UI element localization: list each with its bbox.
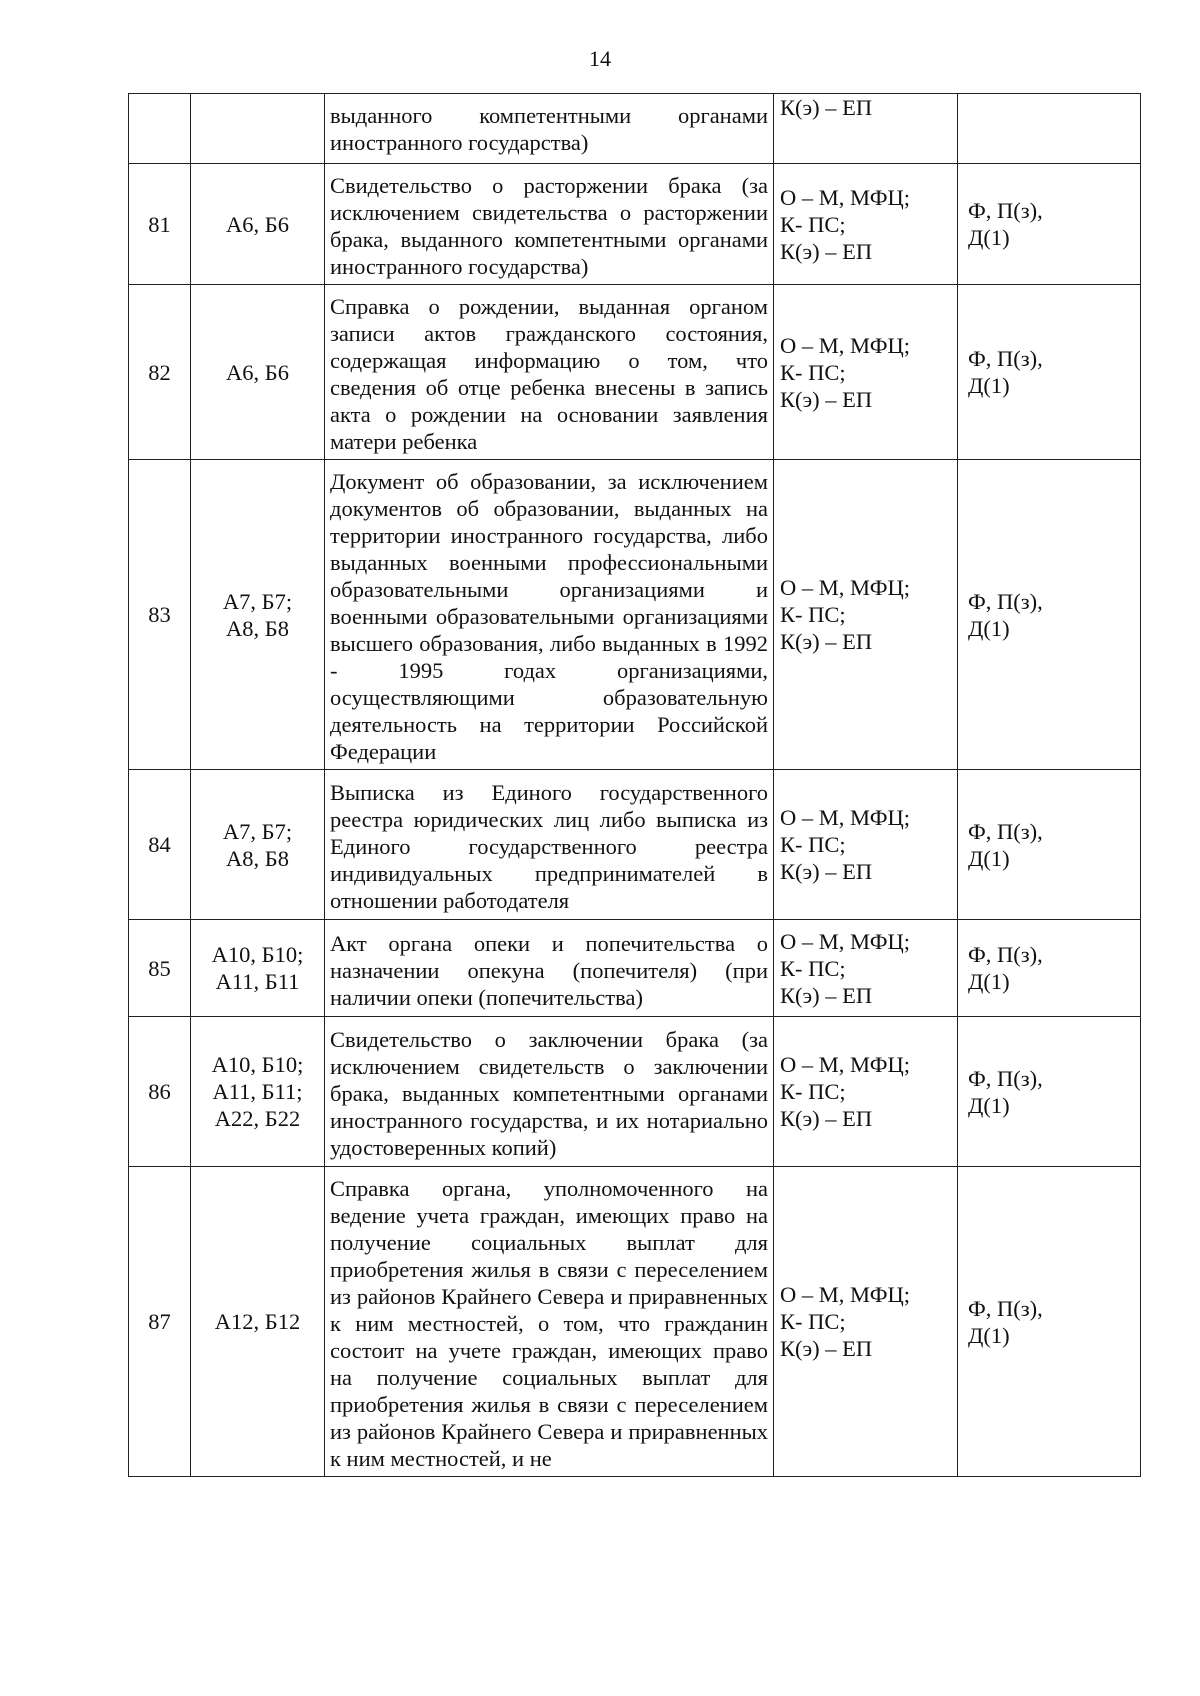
row-applicants	[958, 1017, 1141, 1167]
row-codes	[191, 164, 325, 285]
code-line: А12, Б12	[214, 1309, 301, 1334]
code-line: А10, Б10;	[211, 942, 304, 967]
row-description: выданного компетентными органами иностранного государства)	[325, 94, 774, 164]
documents-table	[128, 93, 1141, 1477]
row-description: Свидетельство о заключении брака (за исключением свидетельств о заключении брака, выданных компетентными органами иностранного государства, и их нотариально удостоверенных копий)	[325, 1017, 774, 1167]
submission-method-line: К- ПС;	[780, 1309, 846, 1334]
row-number: 81	[129, 164, 191, 285]
submission-method-line: К- ПС;	[780, 1079, 846, 1104]
table-row	[129, 460, 1141, 770]
row-number: 85	[129, 920, 191, 1017]
submission-method-line: К- ПС;	[780, 359, 846, 385]
row-description: Справка органа, уполномоченного на ведение учета граждан, имеющих право на получение социальных выплат для приобретения жилья в связи с переселением из районов Крайнего Севера и приравненных к ним местностей, о том, что гражданин состоит на учете граждан, имеющих право на получение социальных выплат для приобретения жилья в связи с переселением из районов Крайнего Севера и приравненных к ним местностей, и не	[325, 1167, 774, 1477]
applicant-line: Д(1)	[968, 373, 1010, 398]
row-description: Свидетельство о расторжении брака (за исключением свидетельства о расторжении брака, выданного компетентными органами иностранного государства)	[325, 164, 774, 285]
table-row	[129, 1017, 1141, 1167]
submission-method-line: О – М, МФЦ;	[780, 1282, 910, 1307]
row-number: 82	[129, 285, 191, 460]
row-applicants	[958, 920, 1141, 1017]
row-codes	[191, 920, 325, 1017]
page-number: 14	[589, 46, 611, 71]
code-line: А22, Б22	[214, 1106, 301, 1131]
row-number: 83	[129, 460, 191, 770]
row-submission-methods	[774, 460, 958, 770]
row-codes	[191, 94, 325, 164]
row-applicants	[958, 285, 1141, 460]
row-applicants	[958, 94, 1141, 164]
row-submission-methods	[774, 920, 958, 1017]
applicant-line: Ф, П(з),	[968, 818, 1043, 844]
submission-method-line: О – М, МФЦ;	[780, 575, 910, 600]
code-line: А6, Б6	[226, 211, 289, 237]
row-submission-methods	[774, 1167, 958, 1477]
row-number: 86	[129, 1017, 191, 1167]
row-description: Выписка из Единого государственного реестра юридических лиц либо выписка из Единого государственного реестра индивидуальных предпринимателей в отношении работодателя	[325, 770, 774, 920]
row-codes	[191, 285, 325, 460]
submission-method-line: К(э) – ЕП	[780, 982, 873, 1008]
code-line: А10, Б10;	[211, 1052, 304, 1077]
applicant-line: Ф, П(з),	[968, 1065, 1043, 1091]
row-submission-methods	[774, 285, 958, 460]
submission-method-line: К(э) – ЕП	[780, 859, 873, 884]
table-row	[129, 920, 1141, 1017]
row-number: 87	[129, 1167, 191, 1477]
row-number	[129, 94, 191, 164]
submission-method-line: К- ПС;	[780, 832, 846, 857]
submission-method-line: О – М, МФЦ;	[780, 928, 910, 954]
submission-method-line: К(э) – ЕП	[780, 238, 873, 264]
submission-method-line: К(э) – ЕП	[780, 629, 873, 654]
row-codes	[191, 770, 325, 920]
submission-method-line: К(э) – ЕП	[780, 1336, 873, 1361]
applicant-line: Д(1)	[968, 845, 1010, 871]
row-number: 84	[129, 770, 191, 920]
applicant-line: Ф, П(з),	[968, 942, 1043, 967]
code-line: А8, Б8	[226, 615, 289, 641]
code-line: А11, Б11	[215, 969, 300, 994]
documents-table-body	[129, 94, 1141, 1477]
applicant-line: Д(1)	[968, 1092, 1010, 1118]
table-row	[129, 770, 1141, 920]
submission-method-line: К- ПС;	[780, 955, 846, 981]
submission-method-line: К- ПС;	[780, 602, 846, 627]
row-applicants	[958, 460, 1141, 770]
table-row	[129, 94, 1141, 164]
code-line: А8, Б8	[226, 845, 289, 871]
submission-method-line: О – М, МФЦ;	[780, 332, 910, 358]
submission-method-line: О – М, МФЦ;	[780, 1052, 910, 1077]
submission-method-line: О – М, МФЦ;	[780, 184, 910, 210]
applicant-line: Д(1)	[968, 615, 1010, 641]
row-description: Справка о рождении, выданная органом записи актов гражданского состояния, содержащая информацию о том, что сведения об отце ребенка внесены в запись акта о рождении на основании заявления матери ребенка	[325, 285, 774, 460]
code-line: А6, Б6	[226, 359, 289, 385]
applicant-line: Ф, П(з),	[968, 346, 1043, 371]
table-row	[129, 285, 1141, 460]
applicant-line: Ф, П(з),	[968, 198, 1043, 223]
row-codes	[191, 1167, 325, 1477]
row-applicants	[958, 770, 1141, 920]
row-applicants	[958, 164, 1141, 285]
table-row	[129, 164, 1141, 285]
row-codes	[191, 460, 325, 770]
row-description: Документ об образовании, за исключением документов об образовании, выданных на территории иностранного государства, либо выданных военными профессиональными образовательными организациями и военными образовательными организациями высшего образования, либо выданных в 1992 - 1995 годах организациями, осуществляющими образовательную деятельность на территории Российской Федерации	[325, 460, 774, 770]
code-line: А11, Б11;	[212, 1079, 303, 1104]
table-row	[129, 1167, 1141, 1477]
row-submission-methods	[774, 1017, 958, 1167]
applicant-line: Д(1)	[968, 969, 1010, 994]
code-line: А7, Б7;	[222, 588, 293, 614]
row-applicants	[958, 1167, 1141, 1477]
submission-method-line: К(э) – ЕП	[780, 95, 873, 120]
submission-method-line: К(э) – ЕП	[780, 1106, 873, 1131]
submission-method-line: К- ПС;	[780, 211, 846, 237]
applicant-line: Д(1)	[968, 1322, 1010, 1348]
row-submission-methods	[774, 94, 958, 164]
row-description: Акт органа опеки и попечительства о назначении опекуна (попечителя) (при наличии опеки (попечительства)	[325, 920, 774, 1017]
submission-method-line: К(э) – ЕП	[780, 386, 873, 412]
applicant-line: Ф, П(з),	[968, 588, 1043, 614]
code-line: А7, Б7;	[222, 818, 293, 844]
submission-method-line: О – М, МФЦ;	[780, 805, 910, 830]
row-submission-methods	[774, 770, 958, 920]
applicant-line: Ф, П(з),	[968, 1295, 1043, 1321]
row-codes	[191, 1017, 325, 1167]
applicant-line: Д(1)	[968, 225, 1010, 250]
row-submission-methods	[774, 164, 958, 285]
